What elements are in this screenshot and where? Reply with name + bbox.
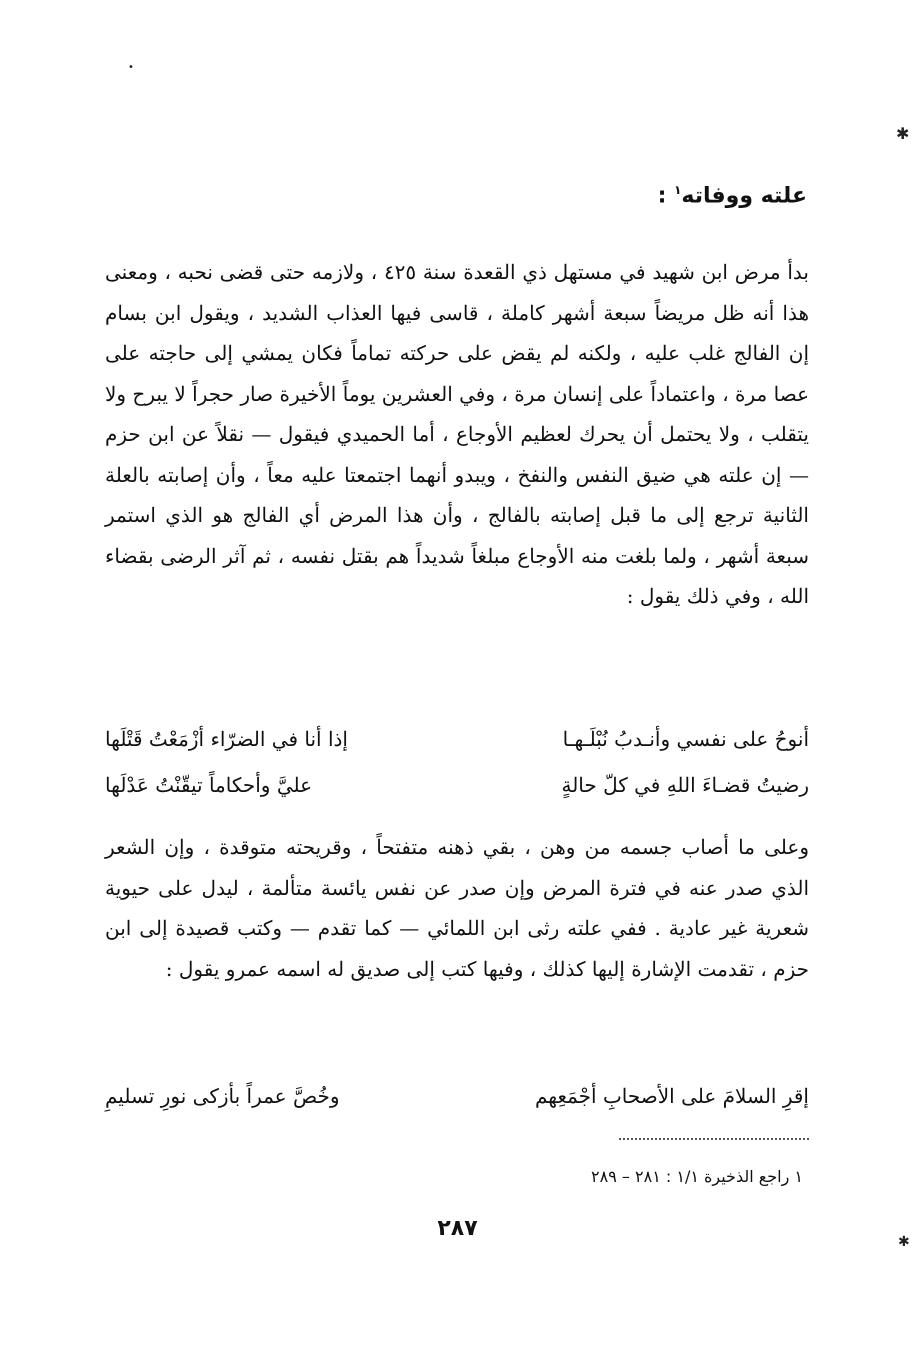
edge-star-mark: ✱ bbox=[898, 1234, 910, 1250]
verse-second-hemistich: عليَّ وأحكاماً تيقّنْتُ عَدْلَها bbox=[105, 773, 313, 797]
verse-line bbox=[105, 716, 809, 762]
verse-first-hemistich: أنوحُ على نفسي وأنـدبُ نُبْلَـهـا bbox=[562, 727, 809, 751]
verse-line bbox=[105, 762, 809, 808]
verse-first-hemistich: رضيتُ قضـاءَ اللهِ في كلّ حالةٍ bbox=[561, 773, 809, 797]
verse-second-hemistich: وخُصَّ عمراً بأزكى نورِ تسليمِ bbox=[105, 1084, 340, 1108]
verse-second-hemistich: إذا أنا في الضرّاء أزْمَعْتُ قَتْلَها bbox=[105, 727, 348, 751]
edge-star-mark: ✱ bbox=[896, 124, 910, 143]
poem-verses-1 bbox=[105, 716, 809, 808]
scan-speck-mark: • bbox=[128, 62, 134, 73]
footnote-divider bbox=[619, 1138, 809, 1140]
page-number: ٢٨٧ bbox=[437, 1216, 478, 1241]
verse-line bbox=[105, 1073, 809, 1119]
body-paragraph-poetry: وعلى ما أصاب جسمه من وهن ، بقي ذهنه متفتحاً ، وقريحته متوقدة ، وإن الشعر الذي صدر عنه في فترة المرض وإن صدر عن نفس يائسة متألمة ، ليدل على حيوية شعرية غير عادية . ففي علته رثى ابن اللمائي — كما تقدم — وكتب قصيدة إلى ابن حزم ، تقدمت الإشارة إليها كذلك ، وفيها كتب إلى صديق له اسمه عمرو يقول : bbox=[105, 835, 809, 981]
verse-first-hemistich: إقرِ السلامَ على الأصحابِ أجْمَعِهم bbox=[534, 1084, 809, 1108]
poem-verses-2 bbox=[105, 1073, 809, 1119]
heading-title: علته ووفاته bbox=[681, 183, 807, 209]
section-heading bbox=[658, 183, 807, 208]
body-paragraph-illness: بدأ مرض ابن شهيد في مستهل ذي القعدة سنة ٤٢٥ ، ولازمه حتى قضى نحبه ، ومعنى هذا أنه ظل مريضاً سبعة أشهر كاملة ، قاسى فيها العذاب الشديد ، ويقول ابن بسام إن الفالج غلب عليه ، ولكنه لم يقض على حركته تماماً فكان يمشي إلى حاجته على عصا مرة ، واعتماداً على إنسان مرة ، وفي العشرين يوماً الأخيرة صار حجراً لا يبرح ولا يتقلب ، ولا يحتمل أن يحرك لعظيم الأوجاع ، أما الحميدي فيقول — نقلاً عن ابن حزم — إن علته هي ضيق النفس والنفخ ، ويبدو أنهما اجتمعتا عليه معاً ، وأن إصابته بالعلة الثانية ترجع إلى ما قبل إصابته بالفالج ، وأن هذا المرض أي الفالج هو الذي استمر سبعة أشهر ، ولما بلغت منه الأوجاع مبلغاً شديداً هم بقتل نفسه ، ثم آثر الرضى بقضاء الله ، وفي ذلك يقول : bbox=[105, 260, 809, 608]
heading-colon: : bbox=[657, 183, 667, 209]
footnote: ١ راجع الذخيرة ١/١ : ٢٨١ – ٢٨٩ bbox=[591, 1167, 803, 1186]
footnote-reference: ١ bbox=[674, 183, 682, 197]
